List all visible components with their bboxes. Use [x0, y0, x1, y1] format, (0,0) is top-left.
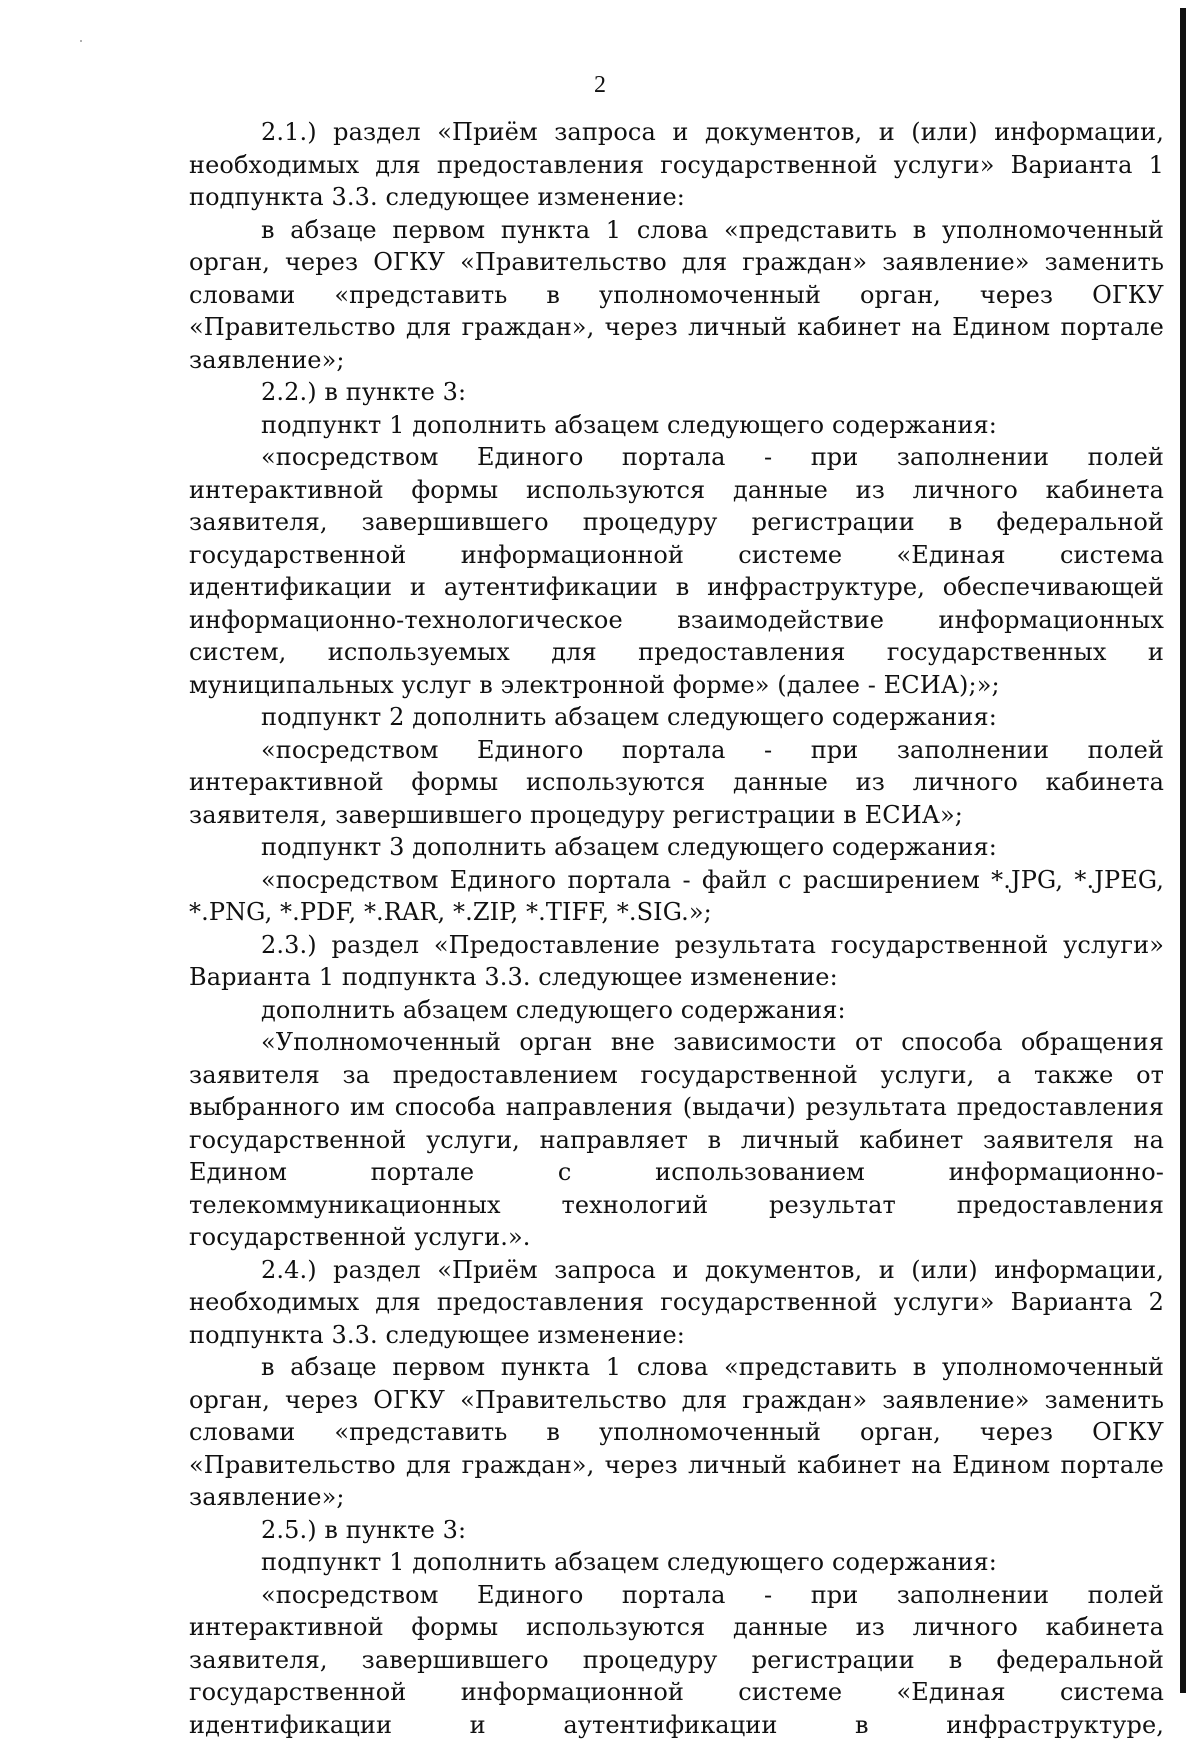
scan-edge-line [1180, 8, 1186, 1693]
paragraph-2-4: 2.4.) раздел «Приём запроса и документов, и (или) информации, необходимых для предоставления государственной услуги» Варианта 2 подпункта 3.3. следующее изменение: [189, 1254, 1164, 1352]
paragraph-2-1-change: в абзаце первом пункта 1 слова «представить в уполномоченный орган, через ОГКУ «Правительство для граждан» заявление» заменить словами «представить в уполномоченный орган, через ОГКУ «Правительство для граждан», через личный кабинет на Едином портале заявление»; [189, 214, 1164, 377]
paragraph-2-3-text: «Уполномоченный орган вне зависимости от способа обращения заявителя за предоставлением государственной услуги, а также от выбранного им способа направления (выдачи) результата предоставления государственной услуги, направляет в личный кабинет заявителя на Едином портале с использованием информационно-телекоммуникационных технологий результат предоставления государственной услуги.». [189, 1026, 1164, 1254]
paragraph-subpoint-1-text: «посредством Единого портала - при заполнении полей интерактивной формы используются данные из личного кабинета заявителя, завершившего процедуру регистрации в федеральной государственной информационной системе «Единая система идентификации и аутентификации в инфраструктуре, обеспечивающей информационно-технологическое взаимодействие информационных систем, используемых для предоставления государственных и муниципальных услуг в электронной форме» (далее - ЕСИА);»; [189, 441, 1164, 701]
paragraph-2-5-subpoint-1: подпункт 1 дополнить абзацем следующего содержания: [189, 1546, 1164, 1579]
paragraph-subpoint-1: подпункт 1 дополнить абзацем следующего содержания: [189, 409, 1164, 442]
paragraph-2-3: 2.3.) раздел «Предоставление результата государственной услуги» Варианта 1 подпункта 3.3. следующее изменение: [189, 929, 1164, 994]
paragraph-subpoint-3: подпункт 3 дополнить абзацем следующего содержания: [189, 831, 1164, 864]
paragraph-2-5-subpoint-1-text: «посредством Единого портала - при заполнении полей интерактивной формы используются данные из личного кабинета заявителя, завершившего процедуру регистрации в федеральной государственной информационной системе «Единая система идентификации и аутентификации в инфраструктуре, [189, 1579, 1164, 1741]
paragraph-subpoint-2: подпункт 2 дополнить абзацем следующего содержания: [189, 701, 1164, 734]
scan-speck [80, 40, 82, 42]
paragraph-2-4-change: в абзаце первом пункта 1 слова «представить в уполномоченный орган, через ОГКУ «Правительство для граждан» заявление» заменить словами «представить в уполномоченный орган, через ОГКУ «Правительство для граждан», через личный кабинет на Едином портале заявление»; [189, 1351, 1164, 1514]
paragraph-2-1: 2.1.) раздел «Приём запроса и документов, и (или) информации, необходимых для предоставления государственной услуги» Варианта 1 подпункта 3.3. следующее изменение: [189, 116, 1164, 214]
page-number: 2 [0, 72, 1200, 99]
paragraph-subpoint-3-text: «посредством Единого портала - файл с расширением *.JPG, *.JPEG, *.PNG, *.PDF, *.RAR, *.ZIP, *.TIFF, *.SIG.»; [189, 864, 1164, 929]
paragraph-subpoint-2-text: «посредством Единого портала - при заполнении полей интерактивной формы используются данные из личного кабинета заявителя, завершившего процедуру регистрации в ЕСИА»; [189, 734, 1164, 832]
paragraph-2-3-add: дополнить абзацем следующего содержания: [189, 994, 1164, 1027]
paragraph-2-5: 2.5.) в пункте 3: [189, 1514, 1164, 1547]
document-body [189, 116, 1164, 1741]
paragraph-2-2: 2.2.) в пункте 3: [189, 376, 1164, 409]
